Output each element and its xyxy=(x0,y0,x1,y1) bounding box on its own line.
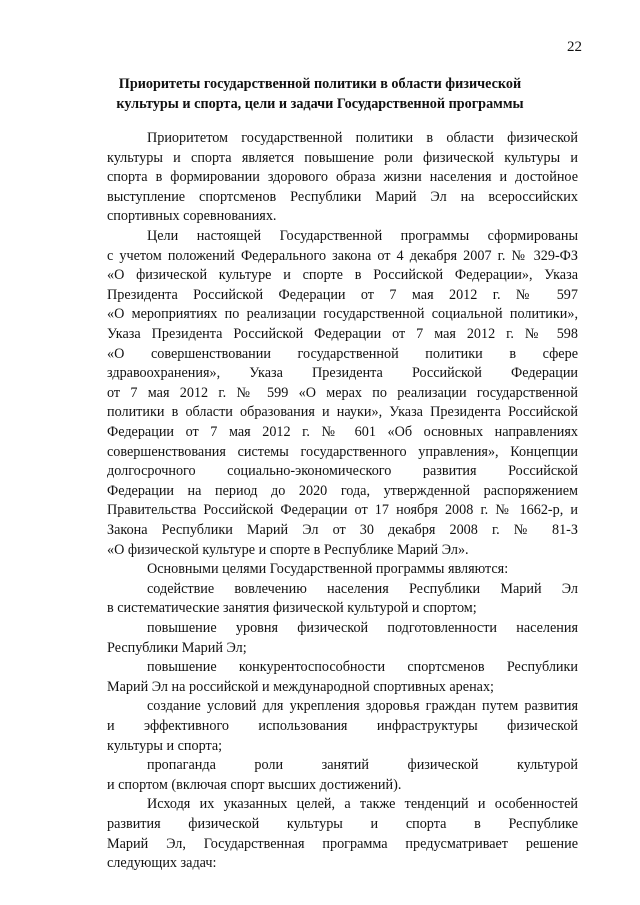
text-line: Правительства Российской Федерации от 17 ноября 2008 г. № 1662-р, и xyxy=(107,502,578,519)
page-number: 22 xyxy=(567,39,582,55)
section-title-line-1: Приоритеты государственной политики в области физической xyxy=(118,76,522,92)
text-line: следующих задач: xyxy=(107,855,217,872)
text-line: от 7 мая 2012 г. № 599 «О мерах по реализации государственной xyxy=(107,384,578,401)
section-title xyxy=(100,74,540,114)
text-line: выступление спортсменов Республики Марий Эл на всероссийских xyxy=(107,188,578,205)
text-line: Президента Российской Федерации от 7 мая 2012 г. № 597 xyxy=(107,286,578,303)
text-line: здравоохранения», Указа Президента Российской Федерации xyxy=(107,365,578,382)
text-line: Цели настоящей Государственной программы сформированы xyxy=(147,228,578,244)
text-line: развития физической культуры и спорта в Республике xyxy=(107,816,578,832)
section-title-line-2: культуры и спорта, цели и задачи Государственной программы xyxy=(116,96,524,112)
text-line: политики в области образования и науки», Указа Президента Российской xyxy=(107,404,578,421)
text-line: Марий Эл на российской и международной спортивных аренах; xyxy=(107,678,495,695)
text-line: долгосрочного социально-экономического развития Российской xyxy=(107,463,578,480)
text-line: «О совершенствовании государственной политики в сфере xyxy=(107,345,578,362)
text-line: Федерации на период до 2020 года, утвержденной распоряжением xyxy=(107,482,578,499)
text-line: Приоритетом государственной политики в области физической xyxy=(147,130,578,146)
text-line: создание условий для укрепления здоровья граждан путем развития xyxy=(147,698,578,715)
text-line: Основными целями Государственной программы являются: xyxy=(147,561,509,578)
text-line: в систематические занятия физической культурой и спортом; xyxy=(107,600,477,617)
text-line: Федерации от 7 мая 2012 г. № 601 «Об основных направлениях xyxy=(107,424,578,440)
text-line: спорта в формировании здорового образа жизни населения и достойное xyxy=(107,169,578,186)
text-line: «О физической культуре и спорте в Российской Федерации», Указа xyxy=(107,267,578,284)
text-line: культуры и спорта; xyxy=(107,737,223,754)
text-line: «О мероприятиях по реализации государственной социальной политики», xyxy=(107,306,578,323)
text-line: «О физической культуре и спорте в Республике Марий Эл». xyxy=(107,541,469,558)
text-line: с учетом положений Федерального закона от 4 декабря 2007 г. № 329-ФЗ xyxy=(107,247,578,264)
text-line: Марий Эл, Государственная программа предусматривает решение xyxy=(107,835,578,852)
text-line: культуры и спорта является повышение роли физической культуры и xyxy=(107,149,578,166)
text-line: и спортом (включая спорт высших достижений). xyxy=(107,776,402,793)
text-line: спортивных соревнованиях. xyxy=(107,208,277,225)
text-line: совершенствования системы государственного управления», Концепции xyxy=(107,443,578,460)
text-line: содействие вовлечению населения Республики Марий Эл xyxy=(147,580,578,597)
text-line: Исходя их указанных целей, а также тенденций и особенностей xyxy=(147,796,578,813)
text-line: пропаганда роли занятий физической культурой xyxy=(147,757,578,774)
text-line: Указа Президента Российской Федерации от 7 мая 2012 г. № 598 xyxy=(107,326,578,342)
text-line: Республики Марий Эл; xyxy=(107,639,247,656)
text-line: Закона Республики Марий Эл от 30 декабря 2008 г. № 81-З xyxy=(107,522,578,538)
text-line: и эффективного использования инфраструктуры физической xyxy=(107,718,578,734)
text-line: повышение конкурентоспособности спортсменов Республики xyxy=(147,659,578,676)
text-line: повышение уровня физической подготовленности населения xyxy=(147,620,578,636)
